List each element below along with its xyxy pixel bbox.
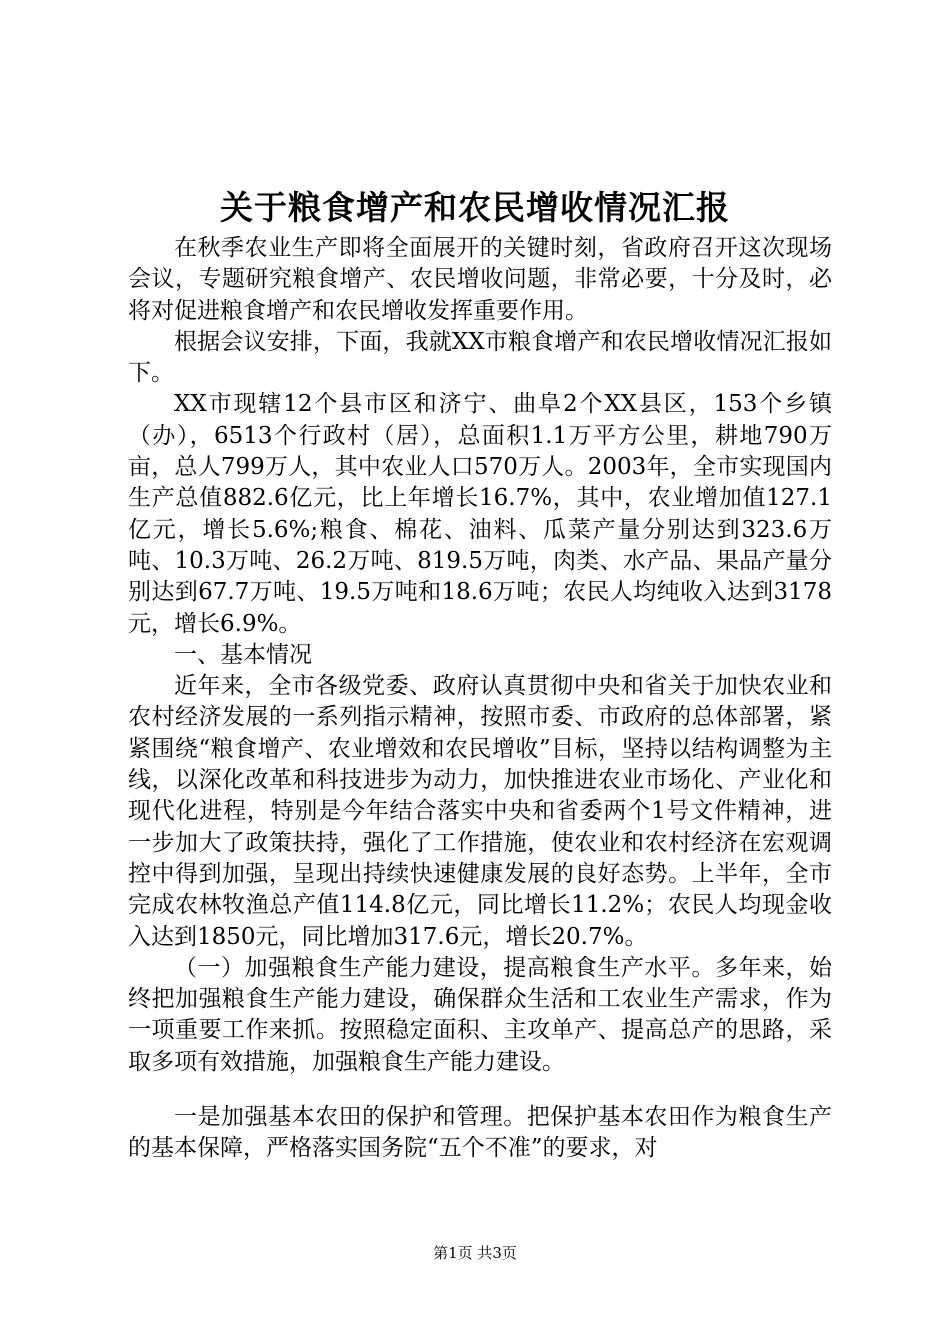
page-number-footer: 第1页 共3页 <box>433 1244 517 1262</box>
paragraph-arrangement: 根据会议安排，下面，我就XX市粮食增产和农民增收情况汇报如下。 <box>128 328 832 387</box>
paragraph-intro: 在秋季农业生产即将全面展开的关键时刻，省政府召开这次现场会议，专题研究粮食增产、农民增收问题，非常必要，十分及时，必将对促进粮食增产和农民增收发挥重要作用。 <box>128 235 832 324</box>
paragraph-overview: XX市现辖12个县市区和济宁、曲阜2个XX县区，153个乡镇（办），6513个行政村（居），总面积1.1万平方公里，耕地790万亩，总人799万人，其中农业人口570万人。2003年，全市实现国内生产总值882.6亿元，比上年增长16.7%，其中，农业增加值127.1亿元，增长5.6%;粮食、棉花、油料、瓜菜产量分别达到323.6万吨、10.3万吨、26.2万吨、819.5万吨，肉类、水产品、果品产量分别达到67.7万吨、19.5万吨和18.6万吨；农民人均纯收入达到3178元，增长6.9%。 <box>128 391 832 637</box>
paragraph-farmland-protection: 一是加强基本农田的保护和管理。把保护基本农田作为粮食生产的基本保障，严格落实国务院“五个不准”的要求，对 <box>128 1104 832 1162</box>
document-body <box>128 233 832 1165</box>
paragraph-grain-capacity: （一）加强粮食生产能力建设，提高粮食生产水平。多年来，始终把加强粮食生产能力建设，确保群众生活和工农业生产需求，作为一项重要工作来抓。按照稳定面积、主攻单产、提高总产的思路，采取多项有效措施，加强粮食生产能力建设。 <box>128 954 832 1075</box>
section-heading-basic-situation: 一、基本情况 <box>174 641 312 668</box>
document-title: 关于粮食增产和农民增收情况汇报 <box>220 188 730 227</box>
paragraph-recent-years: 近年来，全市各级党委、政府认真贯彻中央和省关于加快农业和农村经济发展的一系列指示精神，按照市委、市政府的总体部署，紧紧围绕“粮食增产、农业增效和农民增收”目标，坚持以结构调整为主线，以深化改革和科技进步为动力，加快推进农业市场化、产业化和现代化进程，特别是今年结合落实中央和省委两个1号文件精神，进一步加大了政策扶持，强化了工作措施，使农业和农村经济在宏观调控中得到加强，呈现出持续快速健康发展的良好态势。上半年，全市完成农林牧渔总产值114.8亿元，同比增长11.2%；农民人均现金收入达到1850元，同比增加317.6元，增长20.7%。 <box>128 673 832 950</box>
